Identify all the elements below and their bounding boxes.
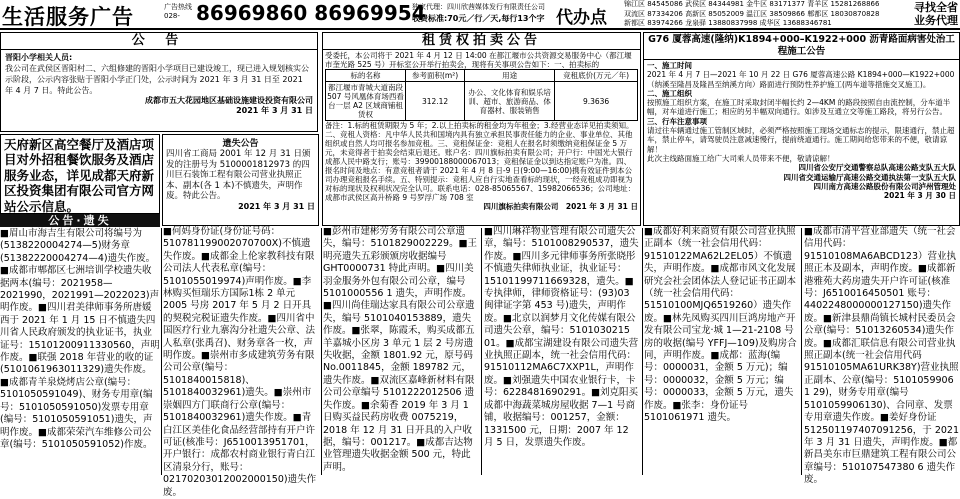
column-divider [321,228,322,475]
lease-title: 租赁权拍卖公告 [323,33,640,50]
brand-title: 生活服务广告 [2,5,134,29]
section-body: 2021 年 4 月 7 日—2021 年 10 月 22 日 G76 厦蓉高速公路 K1894+000—K1922+000（纳溪至隆昌及隆昌至纳溪方向）路面进行预防性养护施工(两车道等措施交叉施工)。 [647,70,955,89]
table-header: 标的名称 [326,70,406,82]
lease-signer: 四川旗标拍卖有限公司 [483,202,559,211]
lease-table [325,69,638,121]
slogan-line: 寻找全省 [914,1,958,14]
slogan-line: 业务代理 [914,14,958,27]
agent-list [624,0,892,30]
notice-title: 公 告 [1,33,317,50]
lost-notice-date: 2021 年 3 月 31 日 [238,201,315,211]
lease-section2: 二、竞租人资格：凡中华人民共和国境内具有独立承担民事责任能力的企业、事业单位、其他组织或自然人均可报名参加竞租。三、竞租保证金：竞租人在报名时须缴纳竞租保证金 5 万元，未竞得者于拍卖会结束后退还。账户名：四川旗标拍卖有限公司；开户行：中国光大银行成都人民中路支行；账号：39900188000067013；竞租保证金以到达指定账户为准。四、报名时间及地点：有意竞租者请于 2021 年 4 月 8 日-9 日(9:00—16:00)携有效证件到本公司办理竞租报名手续。五、特别提示：竞租人应自行实地查看标的现状，一经竞租成功即视为对标的现状及权利状况完全认可。联系电话：028-85065567、15982066536；公司地址：成都市武侯区高升桥路 9 号罗浮广场 708 室 [325,130,636,202]
section-body: 此次主线路面施工给广大司乘人员带来不便，敬请谅解！ [647,153,835,163]
section-title: 二、施工组织 [647,88,692,98]
agent-line: 锦江区 84545086 武侯区 84344981 金牛区 83171377 青羊区 15281268866 [624,0,880,8]
lost-notice-body: 四川省工商局 2001 年 12 月 31 日颁发的注册号为 5100001812973 的四川巨石装饰工程有限公司营业执照正本、副本(各 1 本)不慎遗失，声明作废。特此公告。 [166,149,311,201]
phone-numbers: 86969860 86969954 [196,1,426,25]
table-header: 参考面积(m²) [406,70,465,82]
lost-notice-box [162,134,319,226]
lost-notice-title: 遗失公告 [222,139,259,149]
construction-date: 2021 年 3 月 30 日 [883,191,956,201]
table-cell: 312.12 [406,82,465,121]
org-name: 四川省交通运输厅高速公路交通执法第一支队五大队 [783,172,956,182]
table-cell: 办公、文化体育和娱乐培训、超市、旅游商品、体育器材、服装销售 [465,82,555,121]
notice-body: 我公司在武侯区晋阳村二、六组修建的晋阳小学项目已建设竣工，现已进入规划核实公示阶段，公示内容张贴于晋阳小学正门处，公示时间为 2021 年 3 月 31 日至 2021 年 4 月 7 日。特此公告。 [5,64,309,95]
ad-info [412,1,545,25]
lease-notes: 备注：1.标的租赁期限为 5 年；2.以上拍卖标的租金均为年租金；3.经营业态详见拍卖须知。 [325,121,634,130]
ad-line: 收费标准:70元／行／天,每行13个字 [412,14,545,23]
notice-salute: 晋阳小学相关人员: [5,53,73,62]
slogan [914,1,958,27]
agent-line: 新都区 83974266 龙泉驿 13880837998 成华区 13688346781 [624,19,832,27]
notice-signer: 成都市五大花园地区基础设施建设投资有限公司 [145,96,313,105]
list-column-1: ■眉山市海吉生有限公司将编号为(5138220004274—5)财务章(51382220004274—4)遗失作废。■成都市郫都区七洲培训学校遗失收据两本(编号：2021958—2021990，2021991—2022023)声明作废。■四川君美律师事务所唐媛西于 2021 年 1 月 15 日不慎遗失四川省人民政府颁发的执业证书，执业证号：15101200911330560，声明作废。■联强 2018 年营业的收的证(5101061963011329)遗失作废。■成都青羊泉烧烤店公章(编号：5101050591049)、财务专用章(编号：5101050591050)发票专用章(编号：5101050591051)遗失，声明作废。■成都荣荣汽车维修公司公章(编号：5101050591052)作废。 [0,228,160,450]
list-column-6: ■成都市清平营业部遗失（统一社会信用代码：91510108MA6ABCD123）营业执照正本及副本，声明作废。■成都新港雅苑大药房遗失开户许可证(核准号：J6510016450501 账号：4402248000000127150)遗失作废。■新津县鼎尚镇长城村民委员会公章(编号：51013260534)遗失作废。■成都汇联信息有限公司营业执照正副本(统一社会信用代码 91510105MA61URK38Y)营业执照正副本、公章(编号：5101059906 1 29)，财务专用章(编号 5101059906130)、合同章、发票专用章遗失作废。■姜好身份证 512501197407091256，于 2021 年 3 月 31 日遗失，声明作废。■都新昌美东市巨鼎建筑工程有限公司公章编号：510107547380 6 遗失作废。 [804,226,959,486]
lease-sign-line [325,202,638,212]
tel-label: 广告热线 028- [164,3,192,20]
notice-date: 2021 年 3 月 31 日 [236,106,313,115]
lost-notice-bar: 公告·遗失 [0,214,160,227]
table-cell: 都江堰市青城大道南段 507 号风凰体育场西看台一层 A2 区域商铺租赁权 [327,83,404,119]
lease-date: 2021 年 3 月 31 日 [565,202,638,211]
construction-title: G76 厦蓉高速(隆纳)K1894+000–K1922+000 沥青路面病害处治工程施工公告 [644,33,959,60]
lease-intro: 受委托，本公司将于 2021 年 4 月 12 日 14:00 在都江堰市公共资源交易服务中心（都江堰市奎光路 525 号）开标室公开举行拍卖会，现将有关事项公告如下：一、拍卖标的 [325,51,632,69]
table-row [326,82,638,121]
notice-jinyang [0,32,318,132]
section-body: 按照施工组织方案，在施工时采取封闭半幅长约 2—4KM 的路段按照自由流控制，分车道半幅，对车道进行施工；相应的另半幅双向通行。如涉及互通立交等施工路段，将另行公告。 [647,98,951,117]
construction-notice [643,32,960,226]
header-bar [0,0,960,30]
section-title: 一、施工时间 [647,61,692,70]
column-divider [481,228,482,475]
lease-auction [322,32,641,226]
list-column-3: ■彭州市建彬劳务有限公司公章遗失，编号：5101829002229。■王明亮遗失五彩颁颁房收据编号 GHT0000731 特此声明。■四川美羽金服务外包有限公司公章，编号 5101000556 1 遗失，声明作废。■四川尚佳瑞达家具有限公司公章遗失，编号 5101040153889，遗失作废。■张翠，陈霞禾，购买成都五羊嘉城小区房 3 单元 1 层 2 号房遗失收据，金额 1801.92 元，原号码 No.0011845，金额 189782 元，遗失作废。■双流区嘉峰新材料有限公司公章编号 5101222012506 遗失作废。■余菊香 2019 年 3 月 1 日购买益民药房收费 0075219，2018 年 12 月 31 日开具的入户收据，编号：001217。■成都吉达物业管理遗失收据金额 500 元，特此声明。 [323,226,478,473]
list-column-2: ■何妈身份证(身份证号码：510781199002070700X)不慎遗失作废。■成都金上伦家教科技有限公司法人代表私章(编号：5101055019974)声明作废。■李林购买恒瑞乐方国际1栋 2 单元 2005 号房 2017 年 5 月 2 日开具的契税完税证遗失作废。■四川省中国医疗行业九寨沟分社遗失公章、法人私章(张禹召)、财务章各一枚，声明作废。■崇州市多成建筑劳务有限公司公章(编号：5101840015818)、5101840032961)遗失。■崇州市崇姻四方门联商行公章(编号：5101840032961)遗失作废。■青白江区美佳化食品经营部持有开户许可证(核准号：J6510013951701，开户银行：成都农村商业银行青白江区清泉分行，账号：02170203012002000150)遗失作废。 [163,226,317,498]
ad-line: 独家代理：四川欣茜媒体发行有限责任公司 [412,3,545,11]
list-column-4: ■四川琳祥物业管理有限公司遗失公章，编号：5101008290537，遗失作废。■四川多元律师事务所张晓彤不慎遗失律师执业证，执业证号：15101199711669328，遗失。■专执律师，律师资格证号：(93)03 闽律证字第 453 号)遗失，声明作废。■北京以润梦月文化传媒有限公司遗失公章，编号：5101030215 01。■成都宝湖建设有限公司遗失营业执照正副本，统一社会信用代码：91510112MA6C7XXP1L，声明作废。■刘强遗失中国农业银行卡，卡号：6228481690291。■刘克阳买成都中海蔬菜城房屋收据 7—1 号商铺，收据编号：001257，金额：1331500 元，日期：2007 年 12 月 5 日，发票遗失作废。 [484,226,639,448]
big-ad: 天府新区高空餐厅及酒店项目对外招租餐饮服务及酒店服务业态，详见成都天府新区投资集团有限公司官方网站公示信息。 [0,134,160,214]
list-column-5: ■成都好利来商贸有限公司营业执照正副本（统一社会信用代码：91510122MA62L2EL05）不慎遗失，声明作废。■成都市风文化发展研究会社会团体法人登记证书正副本（统一社会信用代码：51510100MJQ6519260）遗失作废。■林先凤购买四川巨鸿房地产开发有限公司宝龙·城 1—21-2108 号房的收据(编号 YFFJ—109)及购房合同，声明作废。■成都：蓝海(编号：0000031，金额 5 万元)；编号：0000032，金额 5 万元；编号：0000033，金额 5 万元，遗失作废。■张李：身份证号 5101061971 遗失。 [644,226,797,424]
table-header: 用途 [465,70,555,82]
table-header: 竞租底价(万元／年) [555,70,638,82]
org-name: 四川省公安厅交通警察总队高速公路支队五大队 [798,163,956,173]
column-divider [801,228,802,475]
org-name: 四川南方高速公路股份有限公司泸州管理处 [813,181,956,191]
section-body: 请过往车辆通过施工管制区域时，必须严格按照施工现场交通标志的提示，限速通行，禁止超车，禁止停车，请驾驶员注意减速慢行，提前绕道通行。施工期间给您带来的不便，敬请谅解！ [647,126,955,154]
column-divider [161,228,162,475]
column-divider [642,228,643,475]
agent-title: 代办点 [556,8,607,28]
section-title: 三、行车注意事项 [647,116,707,126]
table-cell: 9.3636 [555,82,638,121]
agent-line: 双流区 87334206 高新区 85052009 温江区 38509866 郫都区 18030870828 [624,9,880,18]
